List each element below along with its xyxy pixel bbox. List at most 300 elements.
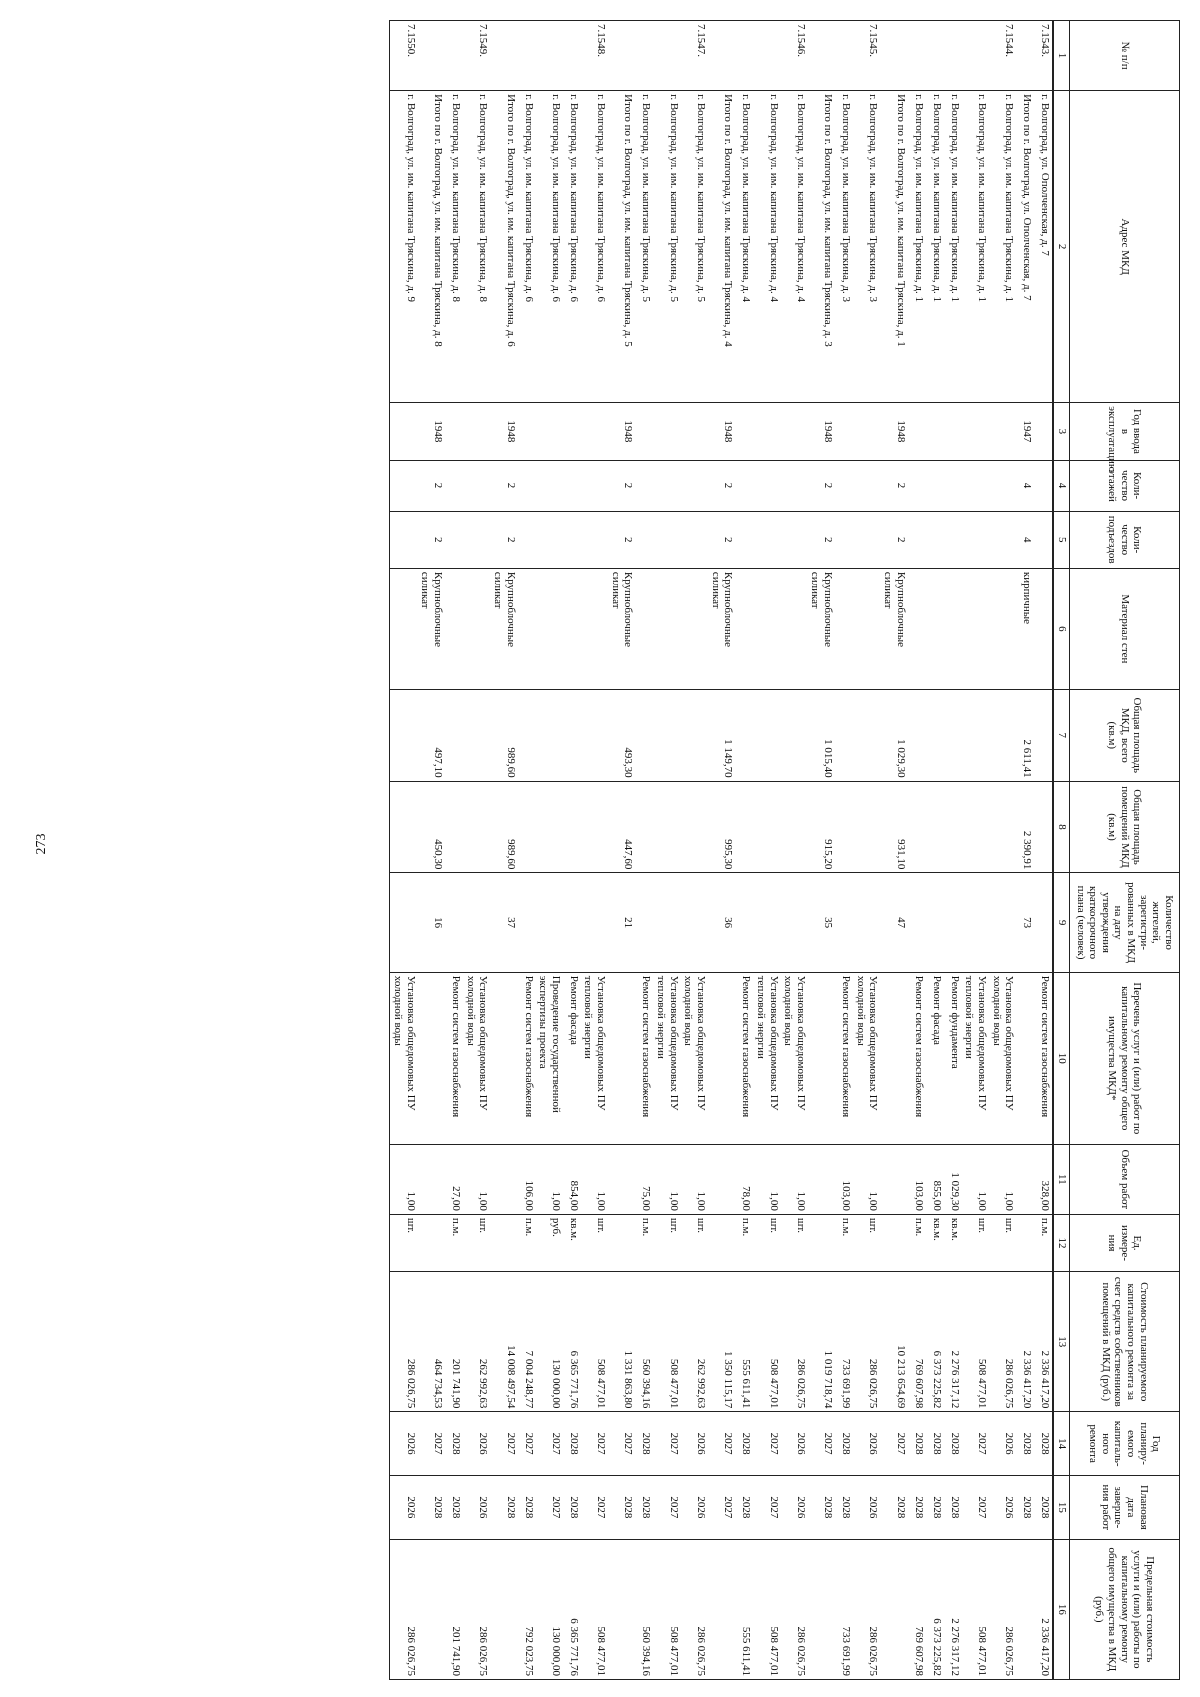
table-cell [753,511,780,568]
column-number: 12 [1053,1214,1069,1271]
table-cell [563,689,581,781]
table-row [926,21,944,1680]
table-cell [808,1144,835,1214]
table-cell [563,403,581,460]
table-cell [445,689,463,781]
table-cell [490,21,517,91]
column-header: Год ввода в эксплуатацию [1069,403,1179,460]
table-cell: 2027 [653,1476,680,1540]
table-cell: 555 611,41 [735,1539,753,1679]
table-cell: 1948 [708,403,735,460]
table-cell: шт. [463,1214,490,1271]
table-cell [608,1214,635,1271]
table-cell: Установка общедомовых ПУ тепловой энергии [581,972,608,1144]
table-cell: Крупноблочные силикат [808,568,835,689]
table-cell: г. Волгоград, ул. им. капитана Тряскина, д. 8 [445,91,463,403]
table-cell [653,403,680,460]
table-cell [944,403,962,460]
table-cell [445,568,463,689]
table-cell: 508 477,01 [962,1539,989,1679]
table-cell: г. Волгоград, ул. им. капитана Тряскина, д. 1 [908,91,926,403]
table-cell: г. Волгоград, ул. им. капитана Тряскина, д. 1 [926,91,944,403]
table-cell: г. Волгоград, ул. им. капитана Тряскина, д. 9 [390,91,418,403]
table-cell [853,568,880,689]
table-cell [653,568,680,689]
table-cell [962,21,989,91]
table-cell: Ремонт систем газоснабжения [635,972,653,1144]
table-cell: 497,10 [418,689,445,781]
table-cell: г. Волгоград, ул. им. капитана Тряскина, д. 8 [463,91,490,403]
table-cell: Итого по г. Волгоград, ул. им. капитана Тряскина, д. 3 [808,91,835,403]
table-cell: шт. [962,1214,989,1271]
table-cell [681,511,708,568]
table-cell [880,1144,907,1214]
table-cell: шт. [390,1214,418,1271]
column-header: Общая площадь помещений МКД (кв.м) [1069,781,1179,873]
table-cell [418,1539,445,1679]
table-cell [835,21,853,91]
table-cell [581,460,608,511]
table-cell: шт. [853,1214,880,1271]
table-cell: 989,60 [490,781,517,873]
table-cell: Установка общедомовых ПУ холодной воды [853,972,880,1144]
table-cell [581,781,608,873]
table-cell [926,689,944,781]
table-cell: 2028 [908,1412,926,1476]
table-row [708,21,735,1680]
table-cell: 560 394,16 [635,1272,653,1412]
table-cell: 450,30 [418,781,445,873]
table-cell: 2028 [518,1476,536,1540]
table-cell: кв.м. [944,1214,962,1271]
table-row [463,21,490,1680]
column-number: 5 [1053,511,1069,568]
table-cell [708,1214,735,1271]
column-number: 3 [1053,403,1069,460]
table-cell: Ремонт систем газоснабжения [735,972,753,1144]
table-cell [908,781,926,873]
table-cell [926,511,944,568]
table-cell: 7.1548. [581,21,608,91]
table-cell [445,403,463,460]
table-cell: 1,00 [853,1144,880,1214]
table-cell [989,781,1016,873]
table-row [1016,21,1034,1680]
table-cell: 2027 [581,1412,608,1476]
table-cell: 7.1549. [463,21,490,91]
table-cell [536,460,563,511]
table-cell [490,1539,517,1679]
table-cell: 7.1550. [390,21,418,91]
table-cell [536,511,563,568]
table-cell [835,781,853,873]
table-cell [653,511,680,568]
table-cell: Установка общедомовых ПУ тепловой энергии [962,972,989,1144]
table-cell [926,403,944,460]
table-cell [781,460,808,511]
table-cell [536,781,563,873]
table-cell: 2027 [581,1476,608,1540]
table-cell [962,873,989,972]
table-cell [463,781,490,873]
table-cell: 989,60 [490,689,517,781]
table-cell: 2 [418,511,445,568]
table-cell [926,873,944,972]
table-cell [418,972,445,1144]
table-cell: 1 331 863,80 [608,1272,635,1412]
column-header: Год планиру-емого капиталь-ного ремонта [1069,1412,1179,1476]
table-cell: 769 607,98 [908,1272,926,1412]
table-cell [835,689,853,781]
table-cell [853,781,880,873]
table-row [908,21,926,1680]
table-cell [781,781,808,873]
table-cell: шт. [989,1214,1016,1271]
table-cell: 2028 [1016,1412,1034,1476]
table-cell: 7.1543. [1034,21,1053,91]
table-cell: 2028 [563,1412,581,1476]
table-row [962,21,989,1680]
table-cell: 103,00 [908,1144,926,1214]
table-cell: 2027 [490,1412,517,1476]
table-cell: Ремонт систем газоснабжения [908,972,926,1144]
table-cell: 78,00 [735,1144,753,1214]
table-cell: Ремонт фундамента [944,972,962,1144]
column-header: Общая площадь МКД, всего (кв.м) [1069,689,1179,781]
table-cell: 2 [608,460,635,511]
table-cell: п.м. [735,1214,753,1271]
table-cell: 2028 [735,1412,753,1476]
table-cell [518,21,536,91]
table-cell: 2028 [735,1476,753,1540]
table-cell [835,460,853,511]
table-row [681,21,708,1680]
table-cell: г. Волгоград, ул. им. капитана Тряскина, д. 5 [635,91,653,403]
table-cell: 2027 [653,1412,680,1476]
table-cell: 201 741,90 [445,1539,463,1679]
table-cell [635,689,653,781]
table-cell: 2026 [390,1412,418,1476]
table-cell: 2 276 317,12 [944,1539,962,1679]
table-cell [653,873,680,972]
table-cell [708,1539,735,1679]
table-cell: 508 477,01 [653,1539,680,1679]
table-cell: 2 [418,460,445,511]
table-cell: п.м. [835,1214,853,1271]
table-cell [490,972,517,1144]
table-cell [463,511,490,568]
table-cell: 1 029,30 [944,1144,962,1214]
column-header: Плановая дата заверше-ния работ [1069,1476,1179,1540]
table-cell: 1,00 [962,1144,989,1214]
table-cell [908,403,926,460]
table-cell: Ремонт систем газоснабжения [1034,972,1053,1144]
column-header: Материал стен [1069,568,1179,689]
table-cell: 73 [1016,873,1034,972]
table-row [635,21,653,1680]
table-cell [390,511,418,568]
table-cell: Итого по г. Волгоград, ул. им. капитана Тряскина, д. 6 [490,91,517,403]
table-cell: 2026 [989,1412,1016,1476]
table-cell: Ремонт фасада [563,972,581,1144]
table-cell: 2026 [853,1412,880,1476]
table-row [445,21,463,1680]
table-cell: 1948 [490,403,517,460]
table-cell: 733 691,99 [835,1539,853,1679]
table-cell [781,873,808,972]
table-row [608,21,635,1680]
table-cell [735,460,753,511]
table-cell [681,403,708,460]
table-cell [735,568,753,689]
table-cell: 2 [708,460,735,511]
page-number: 273 [34,833,49,855]
table-cell: 2028 [926,1476,944,1540]
table-cell: 47 [880,873,907,972]
table-row [536,21,563,1680]
table-cell [1034,511,1053,568]
table-cell: 2027 [536,1412,563,1476]
table-row [653,21,680,1680]
column-number: 9 [1053,873,1069,972]
table-cell: 4 [1016,511,1034,568]
table-cell [1034,403,1053,460]
column-header: Перечень услуг и (или) работ по капитальному ремонту общего имущества МКД* [1069,972,1179,1144]
table-cell: 2027 [808,1412,835,1476]
table-cell [1016,21,1034,91]
table-cell: 508 477,01 [581,1539,608,1679]
table-row [853,21,880,1680]
table-cell [463,689,490,781]
header-row [1069,21,1179,1680]
table-cell [1034,568,1053,689]
table-cell [518,781,536,873]
table-cell [781,511,808,568]
table-cell: Крупноблочные силикат [708,568,735,689]
table-cell: 262 992,63 [681,1272,708,1412]
table-cell [463,460,490,511]
table-cell: 2026 [681,1412,708,1476]
table-cell: 2026 [390,1476,418,1540]
table-cell: 2027 [518,1412,536,1476]
table-cell: 855,00 [926,1144,944,1214]
table-cell: 2028 [880,1476,907,1540]
table-cell: 2 336 417,20 [1034,1539,1053,1679]
table-cell [753,403,780,460]
table-cell: 7.1546. [781,21,808,91]
table-cell [581,403,608,460]
table-cell: 2 336 417,20 [1034,1272,1053,1412]
table-cell: г. Волгоград, ул. им. капитана Тряскина, д. 3 [835,91,853,403]
table-cell: 2028 [835,1476,853,1540]
table-cell: 286 026,75 [989,1539,1016,1679]
table-cell: 262 992,63 [463,1272,490,1412]
table-cell [853,689,880,781]
table-cell [908,460,926,511]
table-cell: 493,30 [608,689,635,781]
table-cell: 560 394,16 [635,1539,653,1679]
table-cell [518,460,536,511]
table-cell: Итого по г. Волгоград, ул. им. капитана Тряскина, д. 4 [708,91,735,403]
table-cell: 7 004 248,77 [518,1272,536,1412]
table-cell [445,781,463,873]
table-cell [518,403,536,460]
table-cell [390,403,418,460]
table-cell: 2026 [781,1412,808,1476]
table-cell: 2027 [753,1476,780,1540]
table-cell: 1,00 [463,1144,490,1214]
table-cell: 75,00 [635,1144,653,1214]
table-cell: 1948 [608,403,635,460]
table-cell: 2 [880,511,907,568]
table-cell: 2028 [944,1412,962,1476]
table-cell [608,21,635,91]
table-cell: 2027 [753,1412,780,1476]
table-cell: 286 026,75 [390,1539,418,1679]
table-cell [1016,1539,1034,1679]
table-row [753,21,780,1680]
table-cell: п.м. [445,1214,463,1271]
table-row [808,21,835,1680]
table-cell: 1,00 [753,1144,780,1214]
table-cell: Крупноблочные силикат [418,568,445,689]
table-cell: 10 213 654,69 [880,1272,907,1412]
table-cell [989,873,1016,972]
table-cell: 555 611,41 [735,1272,753,1412]
table-cell: г. Волгоград, ул. Ополченская, д. 7 [1034,91,1053,403]
table-cell [581,689,608,781]
column-number: 6 [1053,568,1069,689]
table-body [390,21,1053,1680]
table-cell: 7.1547. [681,21,708,91]
table-cell [880,1539,907,1679]
table-cell: п.м. [518,1214,536,1271]
table-cell: 2028 [908,1476,926,1540]
table-cell: 2027 [708,1412,735,1476]
table-cell: г. Волгоград, ул. им. капитана Тряскина, д. 1 [962,91,989,403]
table-cell: 286 026,75 [853,1539,880,1679]
table-cell: 201 741,90 [445,1272,463,1412]
table-cell: 286 026,75 [989,1272,1016,1412]
table-cell: 2 [608,511,635,568]
column-header: Стоимость планируемого капитального ремонта за счет средств собственников помещений в МКД (руб.) [1069,1272,1179,1412]
table-cell: г. Волгоград, ул. им. капитана Тряскина, д. 6 [536,91,563,403]
table-cell [989,460,1016,511]
table-row [944,21,962,1680]
table-cell: 2028 [635,1476,653,1540]
table-cell: шт. [681,1214,708,1271]
table-cell [653,689,680,781]
table-cell: г. Волгоград, ул. им. капитана Тряскина, д. 6 [581,91,608,403]
table-cell [835,403,853,460]
table-cell [808,21,835,91]
table-cell: 16 [418,873,445,972]
table-cell [536,403,563,460]
table-cell: 2 [708,511,735,568]
column-number: 16 [1053,1539,1069,1679]
table-cell: 35 [808,873,835,972]
table-cell: 995,30 [708,781,735,873]
table-cell [989,568,1016,689]
table-cell: 37 [490,873,517,972]
table-cell: г. Волгоград, ул. им. капитана Тряскина, д. 6 [563,91,581,403]
table-cell: 2028 [926,1412,944,1476]
table-cell: 2 [808,511,835,568]
table-cell [944,689,962,781]
table-cell [944,568,962,689]
table-cell [563,511,581,568]
column-header: Предельная стоимость услуги и (или) работы по капитальному ремонту общего имущества в МКД (руб.) [1069,1539,1179,1679]
table-cell [390,460,418,511]
table-cell: 21 [608,873,635,972]
table-cell [418,21,445,91]
table-cell [753,21,780,91]
table-cell [989,511,1016,568]
table-cell [880,1214,907,1271]
table-cell: г. Волгоград, ул. им. капитана Тряскина, д. 3 [853,91,880,403]
column-number: 8 [1053,781,1069,873]
table-cell: руб. [536,1214,563,1271]
column-header: Коли-чество подъездов [1069,511,1179,568]
table-cell [445,873,463,972]
table-cell [490,1214,517,1271]
table-cell: 2 [490,511,517,568]
table-cell [944,781,962,873]
capital-repair-table [389,20,1180,1680]
table-cell [390,689,418,781]
table-cell [808,1539,835,1679]
table-cell [926,460,944,511]
table-cell: 1 350 115,17 [708,1272,735,1412]
table-cell [581,568,608,689]
table-cell: кв.м. [926,1214,944,1271]
table-cell [880,21,907,91]
table-cell: 2026 [463,1412,490,1476]
table-cell [853,873,880,972]
table-cell [735,403,753,460]
column-number: 1 [1053,21,1069,91]
table-cell [536,568,563,689]
table-cell [635,21,653,91]
table-row [563,21,581,1680]
column-header: Количество жителей, зарегистри-рованных в МКД на дату утверждения краткосрочного плана (человек) [1069,873,1179,972]
table-cell [835,873,853,972]
table-cell: 2027 [418,1412,445,1476]
table-cell: г. Волгоград, ул. им. капитана Тряскина, д. 4 [753,91,780,403]
table-cell: 2028 [563,1476,581,1540]
table-cell [962,511,989,568]
table-cell [608,1539,635,1679]
table-cell: 130 000,00 [536,1539,563,1679]
table-cell [735,781,753,873]
table-cell: шт. [781,1214,808,1271]
table-cell: 2028 [418,1476,445,1540]
table-cell: 2028 [1034,1476,1053,1540]
table-cell [418,1214,445,1271]
table-cell [536,873,563,972]
table-cell [1016,1144,1034,1214]
table-cell: 1,00 [781,1144,808,1214]
table-cell [753,873,780,972]
table-cell: 2026 [989,1476,1016,1540]
table-cell: 2027 [962,1412,989,1476]
table-cell: Проведение государственной экспертизы проекта [536,972,563,1144]
table-cell: 286 026,75 [463,1539,490,1679]
table-cell: Установка общедомовых ПУ тепловой энергии [753,972,780,1144]
column-number: 14 [1053,1412,1069,1476]
table-cell: 1,00 [653,1144,680,1214]
column-header: Ед. измере-ния [1069,1214,1179,1271]
